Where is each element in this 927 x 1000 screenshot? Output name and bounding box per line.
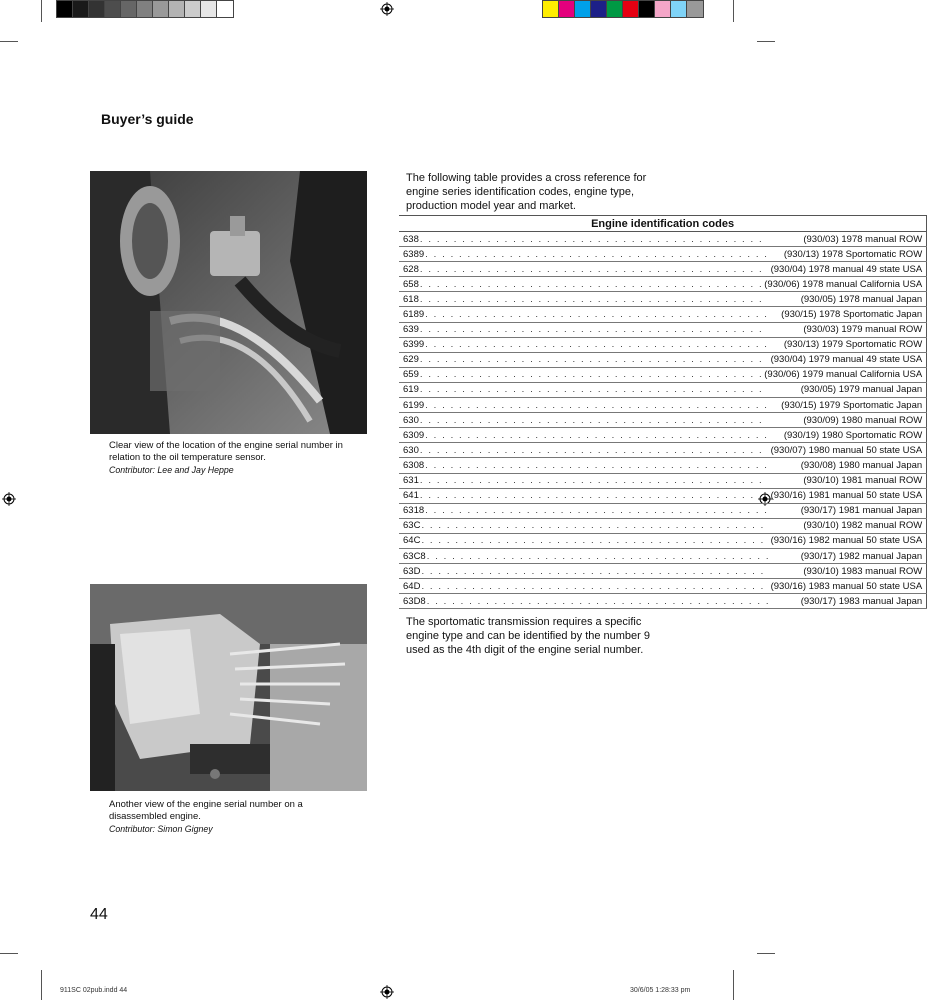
engine-description: (930/16) 1983 manual 50 state USA [770, 580, 923, 592]
sportomatic-paragraph: The sportomatic transmission requires a specific engine type and can be identified by the number 9 used as the 4th digit of the engine serial number. [406, 616, 651, 656]
engine-code: 64C [403, 535, 421, 547]
figure2-credit: Contributor: Simon Gigney [109, 824, 213, 834]
engine-code: 629 [403, 354, 419, 366]
table-row [399, 533, 927, 548]
engine-description: (930/16) 1982 manual 50 state USA [770, 535, 923, 547]
engine-code: 63C8 [403, 550, 426, 562]
engine-description: (930/10) 1983 manual ROW [803, 565, 923, 577]
leader-dots [424, 339, 784, 350]
grayscale-color-bar [56, 0, 234, 18]
engine-description: (930/05) 1979 manual Japan [800, 384, 923, 396]
color-swatch [623, 1, 639, 17]
color-swatch [89, 1, 105, 17]
color-swatch [543, 1, 559, 17]
table-row [399, 579, 927, 594]
table-row [399, 564, 927, 579]
color-swatch [105, 1, 121, 17]
crop-mark [757, 953, 775, 954]
registration-mark-icon [380, 985, 394, 999]
section-title: Buyer’s guide [101, 111, 194, 127]
engine-code: 63D [403, 565, 421, 577]
color-swatch [137, 1, 153, 17]
color-swatch [687, 1, 703, 17]
leader-dots [424, 309, 781, 320]
engine-code: 64D [403, 580, 421, 592]
engine-description: (930/06) 1978 manual California USA [764, 278, 923, 290]
crop-mark [757, 41, 775, 42]
engine-description: (930/10) 1982 manual ROW [803, 520, 923, 532]
table-row [399, 262, 927, 277]
color-swatch [559, 1, 575, 17]
engine-code: 6199 [403, 399, 425, 411]
engine-description: (930/10) 1981 manual ROW [803, 475, 923, 487]
engine-description: (930/17) 1981 manual Japan [800, 505, 923, 517]
figure1-caption: Clear view of the location of the engine serial number in relation to the oil temperature sensor. [109, 440, 343, 463]
table-row [399, 503, 927, 518]
leader-dots [420, 581, 770, 592]
figure2-caption: Another view of the engine serial number on a disassembled engine. [109, 799, 303, 822]
color-swatch [185, 1, 201, 17]
leader-dots [426, 596, 801, 607]
crop-mark [0, 41, 18, 42]
registration-mark-icon [2, 492, 16, 506]
crop-mark [41, 970, 42, 1000]
leader-dots [419, 415, 804, 426]
color-swatch [169, 1, 185, 17]
crop-mark [733, 970, 734, 1000]
color-swatch [575, 1, 591, 17]
engine-description: (930/17) 1983 manual Japan [800, 595, 923, 607]
color-swatch [655, 1, 671, 17]
engine-description: (930/15) 1978 Sportomatic Japan [781, 309, 923, 321]
table-row [399, 232, 927, 247]
engine-code: 658 [403, 278, 419, 290]
table-row [399, 307, 927, 322]
color-swatch [201, 1, 217, 17]
engine-code: 631 [403, 475, 419, 487]
engine-identification-table [399, 215, 927, 609]
leader-dots [424, 400, 781, 411]
color-swatch [153, 1, 169, 17]
crop-mark [0, 953, 18, 954]
engine-description: (930/03) 1979 manual ROW [803, 324, 923, 336]
engine-code: 6399 [403, 339, 425, 351]
engine-code: 6389 [403, 248, 425, 260]
color-swatch [57, 1, 73, 17]
engine-code: 641 [403, 490, 419, 502]
table-row [399, 458, 927, 473]
leader-dots [419, 354, 771, 365]
leader-dots [419, 445, 771, 456]
engine-code: 639 [403, 324, 419, 336]
engine-code: 63C [403, 520, 421, 532]
leader-dots [420, 566, 803, 577]
color-swatch [639, 1, 655, 17]
disassembled-engine-photo [90, 584, 367, 791]
leader-dots [424, 249, 784, 260]
leader-dots [419, 294, 801, 305]
table-row [399, 398, 927, 413]
table-row [399, 473, 927, 488]
engine-description: (930/13) 1979 Sportomatic ROW [783, 339, 923, 351]
color-swatch [217, 1, 233, 17]
table-row [399, 322, 927, 337]
crop-mark [41, 0, 42, 22]
engine-code: 6308 [403, 459, 425, 471]
engine-code: 63D8 [403, 595, 426, 607]
leader-dots [420, 535, 770, 546]
table-row [399, 548, 927, 563]
page-number: 44 [90, 906, 108, 923]
table-title: Engine identification codes [399, 216, 927, 232]
intro-paragraph: The following table provides a cross reference for engine series identification codes, engine type, production model year and market. [406, 172, 647, 212]
engine-code: 618 [403, 293, 419, 305]
engine-description: (930/08) 1980 manual Japan [800, 459, 923, 471]
leader-dots [424, 460, 801, 471]
engine-description: (930/04) 1978 manual 49 state USA [770, 263, 923, 275]
table-row [399, 367, 927, 382]
color-swatch [121, 1, 137, 17]
leader-dots [419, 324, 804, 335]
table-row [399, 337, 927, 352]
engine-description: (930/07) 1980 manual 50 state USA [770, 444, 923, 456]
engine-code: 659 [403, 369, 419, 381]
table-row [399, 594, 927, 609]
engine-code: 638 [403, 233, 419, 245]
leader-dots [419, 264, 771, 275]
table-row [399, 277, 927, 292]
figure1-credit: Contributor: Lee and Jay Heppe [109, 465, 234, 475]
leader-dots [420, 520, 803, 531]
engine-code: 6318 [403, 505, 425, 517]
engine-description: (930/06) 1979 manual California USA [764, 369, 923, 381]
engine-description: (930/04) 1979 manual 49 state USA [770, 354, 923, 366]
engine-code: 630 [403, 444, 419, 456]
leader-dots [424, 505, 801, 516]
leader-dots [419, 369, 764, 380]
color-swatch [671, 1, 687, 17]
engine-code: 630 [403, 414, 419, 426]
crop-mark [733, 0, 734, 22]
table-row [399, 247, 927, 262]
table-row [399, 518, 927, 533]
color-swatch [73, 1, 89, 17]
registration-mark-icon [380, 2, 394, 16]
leader-dots [419, 475, 804, 486]
file-slug: 911SC 02pub.indd 44 [60, 987, 128, 994]
color-swatch [591, 1, 607, 17]
engine-description: (930/13) 1978 Sportomatic ROW [783, 248, 923, 260]
engine-bay-photo [90, 171, 367, 434]
leader-dots [419, 384, 801, 395]
table-row [399, 292, 927, 307]
table-row [399, 352, 927, 367]
engine-description: (930/19) 1980 Sportomatic ROW [783, 429, 923, 441]
leader-dots [419, 279, 764, 290]
engine-code: 6189 [403, 309, 425, 321]
engine-code: 628 [403, 263, 419, 275]
engine-description: (930/15) 1979 Sportomatic Japan [781, 399, 923, 411]
leader-dots [426, 551, 801, 562]
table-row [399, 488, 927, 503]
leader-dots [424, 430, 784, 441]
color-swatch [607, 1, 623, 17]
engine-code: 6309 [403, 429, 425, 441]
engine-description: (930/09) 1980 manual ROW [803, 414, 923, 426]
leader-dots [419, 234, 804, 245]
timestamp-slug: 30/6/05 1:28:33 pm [630, 987, 691, 994]
process-color-bar [542, 0, 704, 18]
table-row [399, 413, 927, 428]
engine-code: 619 [403, 384, 419, 396]
engine-description: (930/03) 1978 manual ROW [803, 233, 923, 245]
engine-description: (930/17) 1982 manual Japan [800, 550, 923, 562]
table-row [399, 428, 927, 443]
engine-description: (930/05) 1978 manual Japan [800, 293, 923, 305]
engine-description: (930/16) 1981 manual 50 state USA [770, 490, 923, 502]
leader-dots [419, 490, 771, 501]
table-row [399, 382, 927, 397]
table-row [399, 443, 927, 458]
